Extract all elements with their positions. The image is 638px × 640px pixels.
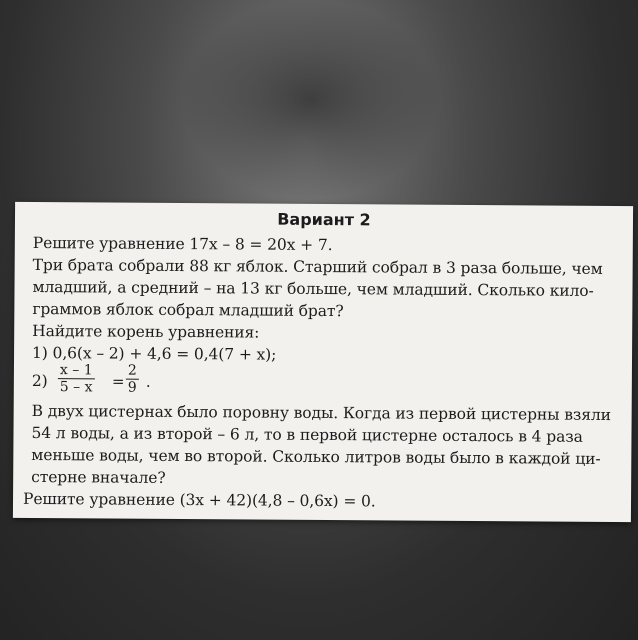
task-4-line-4: стерне вначале? [31, 467, 166, 487]
period: . [145, 372, 151, 391]
task-2-line-3: граммов яблок собрал младший брат? [32, 299, 344, 321]
fraction-right [126, 363, 139, 396]
background-shadow [180, 0, 440, 200]
fraction-right-denominator: 9 [127, 379, 137, 396]
task-2-line-2: младший, а средний – на 13 кг больше, чем младший. Сколько кило- [32, 277, 594, 300]
fraction-left [58, 362, 95, 395]
task-3-item-2-label: 2) [31, 371, 48, 391]
task-2-line-1: Три брата собрали 88 кг яблок. Старший собрал в 3 раза больше, чем [32, 255, 603, 278]
task-4-line-1: В двух цистернах было поровну воды. Когда из первой цистерны взяли [31, 401, 611, 425]
task-3-item-1: 1) 0,6(x – 2) + 4,6 = 0,4(7 + x); [31, 343, 277, 364]
task-4-line-3: меньше воды, чем во второй. Сколько литров воды было в каждой ци- [31, 445, 601, 468]
equals-sign: = [111, 372, 125, 391]
variant-title: Вариант 2 [277, 209, 371, 230]
worksheet-paper [13, 202, 633, 522]
task-5: Решите уравнение (3x + 42)(4,8 – 0,6x) = 0. [22, 489, 376, 511]
task-3-heading: Найдите корень уравнения: [32, 321, 260, 342]
fraction-right-numerator: 2 [126, 363, 139, 380]
task-4-line-2: 54 л воды, а из второй – 6 л, то в первой цистерне осталось в 4 раза [31, 423, 583, 446]
fraction-left-denominator: 5 – x [59, 379, 93, 396]
task-1: Решите уравнение 17x – 8 = 20x + 7. [32, 233, 333, 255]
fraction-left-numerator: x – 1 [58, 362, 95, 379]
